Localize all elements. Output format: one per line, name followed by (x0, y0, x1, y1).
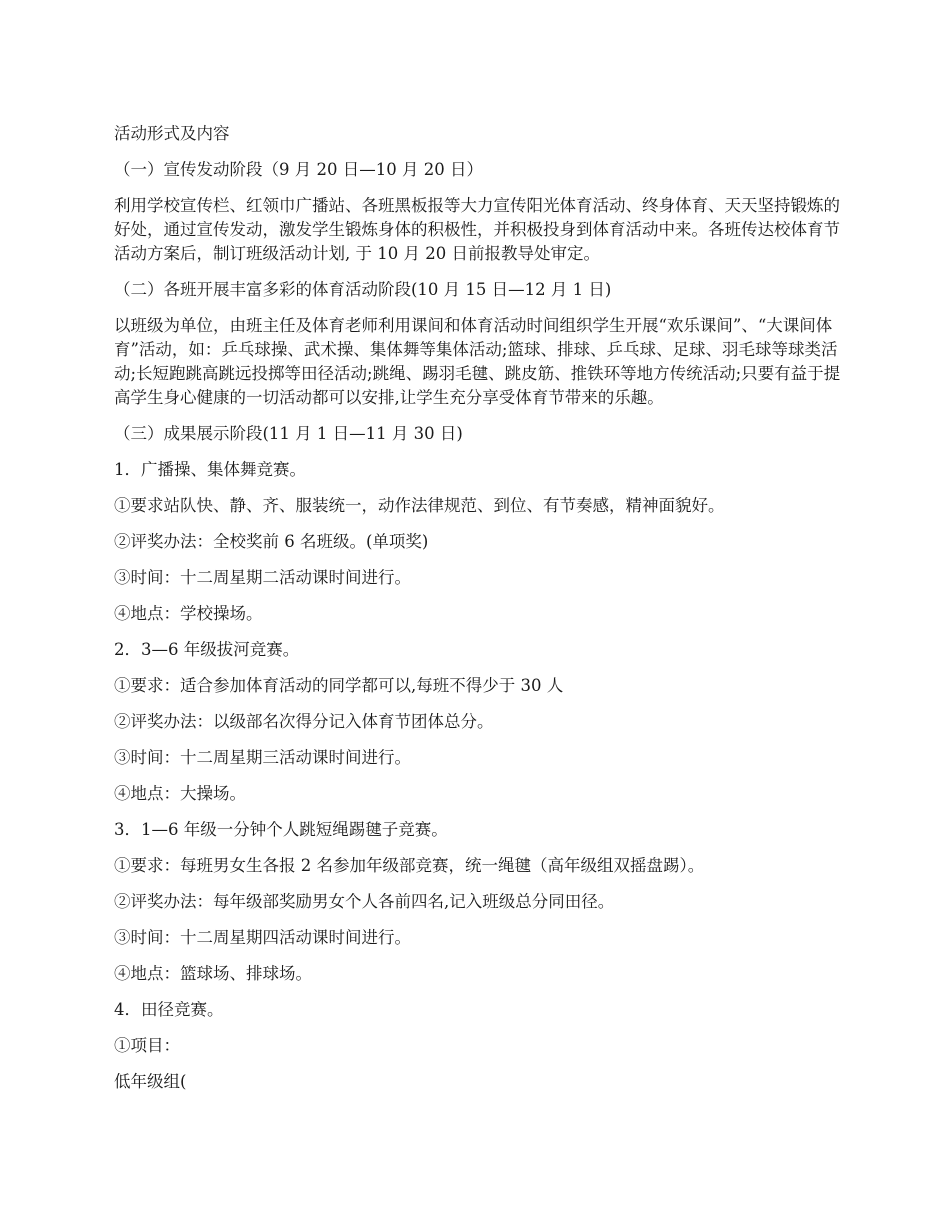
list-item: ②评奖办法：全校奖前 6 名班级。(单项奖) (114, 532, 429, 551)
list-item: ④地点：大操场。 (114, 784, 246, 803)
body-paragraph: 低年级组( (114, 1072, 187, 1091)
stage-heading: （二）各班开展丰富多彩的体育活动阶段(10 月 15 日—12 月 1 日) (114, 280, 612, 299)
body-paragraph: 利用学校宣传栏、红领巾广播站、各班黑板报等大力宣传阳光体育活动、终身体育、天天坚持锻炼的好处，通过宣传发动，激发学生锻炼身体的积极性，并积极投身到体育活动中来。各班传达校体育节活动方案后，制订班级活动计划, 于 10 月 20 日前报教导处审定。 (114, 196, 840, 263)
list-item: ③时间：十二周星期二活动课时间进行。 (114, 568, 411, 587)
list-item: ③时间：十二周星期四活动课时间进行。 (114, 928, 411, 947)
document-body (114, 122, 844, 1106)
item-heading: 3．1—6 年级一分钟个人跳短绳踢毽子竞赛。 (114, 820, 448, 839)
stage-heading: （一）宣传发动阶段（9 月 20 日—10 月 20 日） (114, 160, 483, 179)
list-item: ④地点：学校操场。 (114, 604, 263, 623)
list-item: ①项目： (114, 1036, 180, 1055)
list-item: ②评奖办法：以级部名次得分记入体育节团体总分。 (114, 712, 494, 731)
list-item: ②评奖办法：每年级部奖励男女个人各前四名,记入班级总分同田径。 (114, 892, 615, 911)
item-heading: 2．3—6 年级拔河竞赛。 (114, 640, 300, 659)
stage-heading: （三）成果展示阶段(11 月 1 日—11 月 30 日) (114, 424, 463, 443)
list-item: ①要求站队快、静、齐、服装统一，动作法律规范、到位、有节奏感，精神面貌好。 (114, 496, 725, 515)
list-item: ①要求：每班男女生各报 2 名参加年级部竞赛，统一绳毽（高年级组双摇盘踢）。 (114, 856, 705, 875)
body-paragraph: 以班级为单位，由班主任及体育老师利用课间和体育活动时间组织学生开展“欢乐课间”、“大课间体育”活动，如：乒乓球操、武术操、集体舞等集体活动;篮球、排球、乒乓球、足球、羽毛球等球类活动;长短跑跳高跳远投掷等田径活动;跳绳、踢羽毛毽、跳皮筋、推铁环等地方传统活动;只要有益于提高学生身心健康的一切活动都可以安排,让学生充分享受体育节带来的乐趣。 (114, 316, 841, 407)
section-heading: 活动形式及内容 (114, 124, 230, 143)
list-item: ④地点：篮球场、排球场。 (114, 964, 312, 983)
list-item: ①要求：适合参加体育活动的同学都可以,每班不得少于 30 人 (114, 676, 564, 695)
list-item: ③时间：十二周星期三活动课时间进行。 (114, 748, 411, 767)
item-heading: 4．田径竞赛。 (114, 1000, 224, 1019)
item-heading: 1．广播操、集体舞竞赛。 (114, 460, 306, 479)
